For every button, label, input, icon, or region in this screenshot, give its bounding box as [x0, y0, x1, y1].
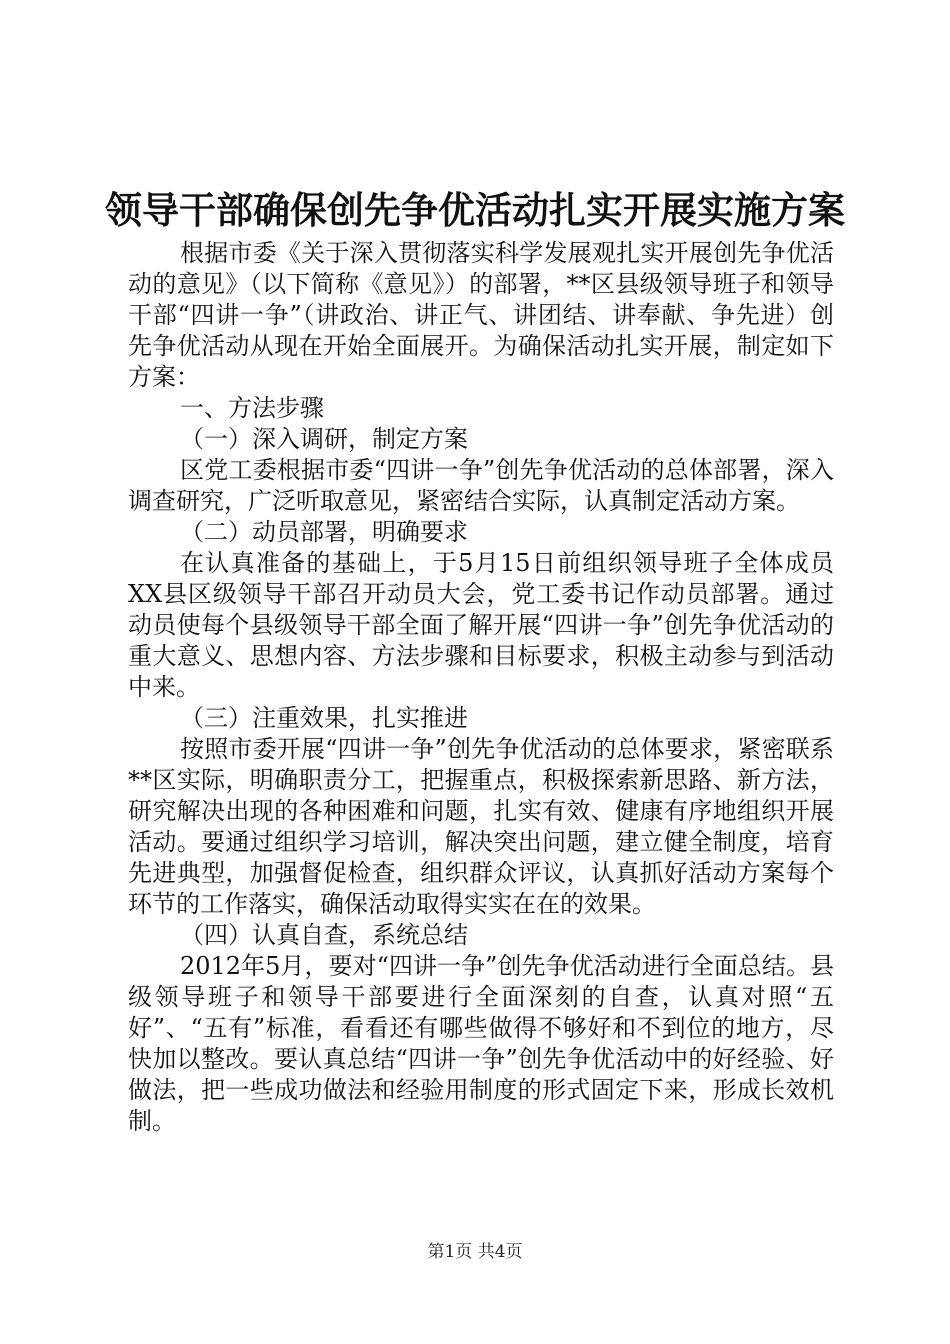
document-body	[128, 238, 834, 1137]
paragraph: 区党工委根据市委“四讲一争”创先争优活动的总体部署，深入调查研究，广泛听取意见，紧密结合实际，认真制定活动方案。	[128, 456, 834, 515]
document-title: 领导干部确保创先争优活动扎实开展实施方案	[105, 188, 845, 232]
paragraph-intro: 根据市委《关于深入贯彻落实科学发展观扎实开展创先争优活动的意见》（以下简称《意见》）的部署，**区县级领导班子和领导干部“四讲一争”（讲政治、讲正气、讲团结、讲奉献、争先进）创先争优活动从现在开始全面展开。为确保活动扎实开展，制定如下方案：	[128, 239, 834, 391]
subsection-heading: （四）认真自查，系统总结	[180, 921, 468, 949]
section-heading: 一、方法步骤	[180, 394, 324, 422]
paragraph: 按照市委开展“四讲一争”创先争优活动的总体要求，紧密联系**区实际，明确职责分工，把握重点，积极探索新思路、新方法，研究解决出现的各种困难和问题，扎实有效、健康有序地组织开展活动。要通过组织学习培训，解决突出问题，建立健全制度，培育先进典型，加强督促检查，组织群众评议，认真抓好活动方案每个环节的工作落实，确保活动取得实实在在的效果。	[128, 735, 834, 918]
subsection-heading: （二）动员部署，明确要求	[180, 518, 468, 546]
paragraph: 在认真准备的基础上，于5月15日前组织领导班子全体成员XX县区级领导干部召开动员大会，党工委书记作动员部署。通过动员使每个县级领导干部全面了解开展“四讲一争”创先争优活动的重大意义、思想内容、方法步骤和目标要求，积极主动参与到活动中来。	[128, 549, 834, 701]
page-number-footer: 第1页 共4页	[427, 1242, 523, 1262]
paragraph: 2012年5月，要对“四讲一争”创先争优活动进行全面总结。县级领导班子和领导干部要进行全面深刻的自查，认真对照“五好”、“五有”标准，看看还有哪些做得不够好和不到位的地方，尽快加以整改。要认真总结“四讲一争”创先争优活动中的好经验、好做法，把一些成功做法和经验用制度的形式固定下来，形成长效机制。	[128, 952, 834, 1135]
subsection-heading: （一）深入调研，制定方案	[180, 425, 468, 453]
subsection-heading: （三）注重效果，扎实推进	[180, 704, 468, 732]
